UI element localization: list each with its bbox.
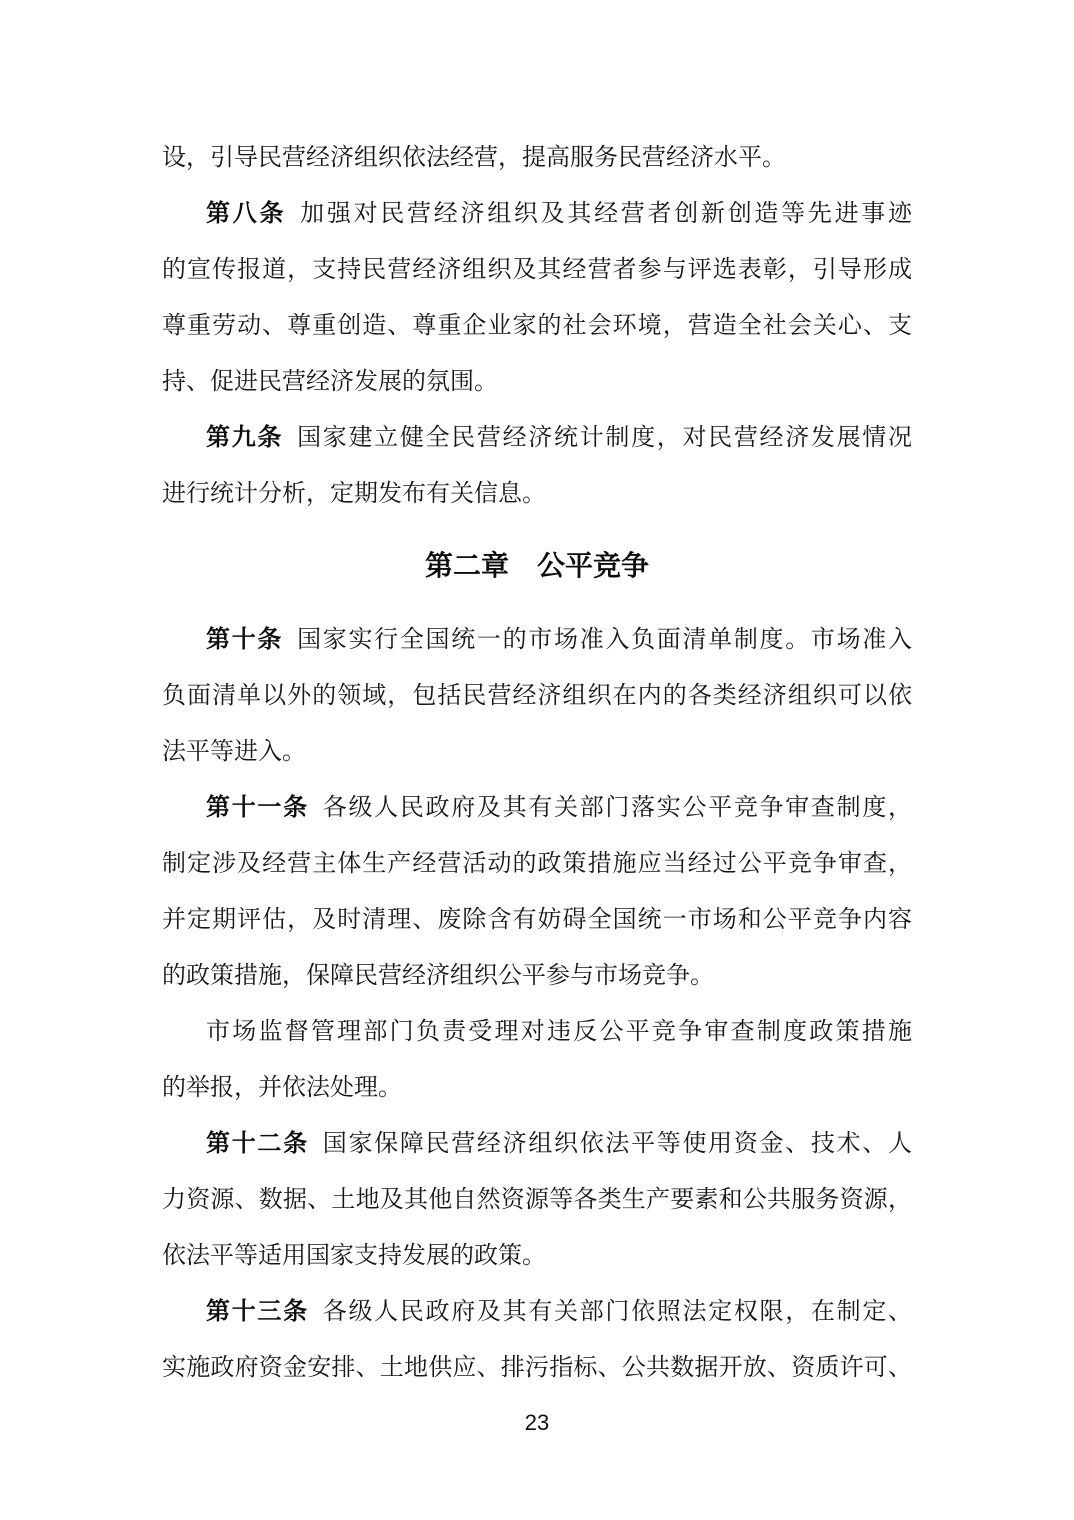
text-run: 尊重劳动、尊重创造、尊重企业家的社会环境，营造全社会关心、支 [162,313,912,339]
article-label: 第十一条 [206,794,309,821]
text-line [162,836,912,892]
page-footer [0,1408,1074,1438]
text-line [162,1060,912,1116]
text-run: 各级人民政府及其有关部门依照法定权限，在制定、 [322,1299,913,1325]
text-run: 设，引导民营经济组织依法经营，提高服务民营经济水平。 [162,145,786,171]
text-line [162,780,912,836]
article-label: 第八条 [206,200,287,227]
text-run: 的宣传报道，支持民营经济组织及其经营者参与评选表彰，引导形成 [162,257,912,283]
text-line [162,1228,912,1284]
text-run: 持、促进民营经济发展的氛围。 [162,369,498,395]
text-line [162,1172,912,1228]
paragraph [162,410,912,522]
text-run: 依法平等适用国家支持发展的政策。 [162,1243,546,1269]
chapter-number: 第二章 [424,550,509,581]
page-number: 23 [524,1410,550,1435]
paragraph [162,130,912,186]
text-line [162,242,912,298]
text-run: 国家实行全国统一的市场准入负面清单制度。市场准入 [297,627,912,653]
text-line [162,354,912,410]
text-line [162,612,912,668]
text-line [162,1340,912,1396]
document-body [162,130,912,1396]
article-label: 第十二条 [206,1130,309,1157]
text-run: 法平等进入。 [162,739,306,765]
paragraph [162,780,912,1004]
text-run: 负面清单以外的领域，包括民营经济组织在内的各类经济组织可以依 [162,683,912,709]
text-run: 市场监督管理部门负责受理对违反公平竞争审查制度政策措施 [206,1019,912,1045]
text-run: 实施政府资金安排、土地供应、排污指标、公共数据开放、资质许可、 [162,1355,912,1381]
text-line [162,892,912,948]
text-run: 的举报，并依法处理。 [162,1075,402,1101]
text-line [162,410,912,466]
text-line [162,466,912,522]
text-line [162,724,912,780]
text-run: 国家保障民营经济组织依法平等使用资金、技术、人 [322,1131,913,1157]
text-run: 并定期评估，及时清理、废除含有妨碍全国统一市场和公平竞争内容 [162,907,912,933]
article-label: 第九条 [206,424,284,451]
text-line [162,668,912,724]
text-line [162,1004,912,1060]
paragraph [162,1116,912,1284]
text-line [162,1284,912,1340]
text-run: 进行统计分析，定期发布有关信息。 [162,481,546,507]
article-label: 第十三条 [206,1298,309,1325]
paragraph [162,612,912,780]
paragraph [162,1004,912,1116]
text-run: 力资源、数据、土地及其他自然资源等各类生产要素和公共服务资源， [162,1187,912,1213]
paragraph [162,1284,912,1396]
text-line [162,1116,912,1172]
article-label: 第十条 [206,626,284,653]
text-run: 国家建立健全民营经济统计制度，对民营经济发展情况 [297,425,912,451]
text-run: 的政策措施，保障民营经济组织公平参与市场竞争。 [162,963,714,989]
text-line [162,298,912,354]
text-run: 制定涉及经营主体生产经营活动的政策措施应当经过公平竞争审查， [162,851,912,877]
text-run: 各级人民政府及其有关部门落实公平竞争审查制度， [322,795,913,821]
text-line [162,186,912,242]
chapter-title: 公平竞争 [537,550,650,581]
text-line [162,130,912,186]
paragraph [162,186,912,410]
text-line [162,948,912,1004]
chapter-heading [162,538,912,594]
text-run: 加强对民营经济组织及其经营者创新创造等先进事迹 [300,201,913,227]
